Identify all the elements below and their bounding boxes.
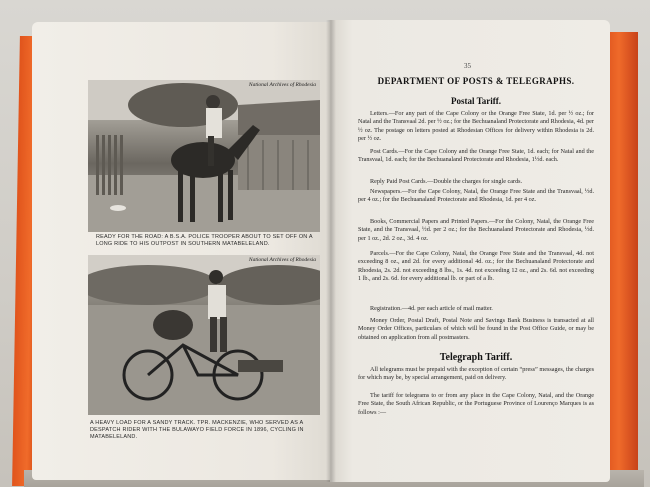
- caption-top: READY FOR THE ROAD: A B.S.A. POLICE TROOPER ABOUT TO SET OFF ON A LONG RIDE TO HIS OUTPOST IN SOUTHERN MATABELELAND.: [96, 234, 313, 247]
- horse-rider-illustration: [88, 80, 320, 232]
- department-heading: DEPARTMENT OF POSTS & TELEGRAPHS.: [377, 76, 575, 86]
- para-parcels: Parcels.—For the Cape Colony, Natal, the Orange Free State and the Transvaal, 4d. not exceeding 8 oz., and 2d. for every additional 4d. oz.; for the Bechuanaland Protectorate and Rhodesia, 2s. 2d. not exceeding 8 lbs., 1s. 4d. not exceeding 12 oz., and 2s. 6d. not exceeding 1 lb., and 2s. 6d. for every additional lb. or part of a lb.: [358, 250, 594, 282]
- para-post-cards: Post Cards.—For the Cape Colony and the Orange Free State, 1d. each; for Natal and the Transvaal, 1d. each; for the Bechuanaland Protectorate and Rhodesia, 1½d. each.: [358, 148, 594, 164]
- para-telegram-tariff: The tariff for telegrams to or from any place in the Cape Colony, Natal, and the Orange Free State, the South African Republic, or the Portuguese Province of Lourenço Marques is as follows :—: [358, 392, 594, 416]
- caption-bottom: A HEAVY LOAD FOR A SANDY TRACK. TPR. MACKENZIE, WHO SERVED AS A DESPATCH RIDER WITH THE BULAWAYO FIELD FORCE IN 1896, CYCLING IN MATABELELAND.: [90, 420, 304, 440]
- page-number: 35: [464, 62, 471, 70]
- photo-credit-top: National Archives of Rhodesia: [248, 82, 316, 88]
- telegraph-tariff-heading: Telegraph Tariff.: [439, 352, 513, 363]
- para-telegrams-prepaid: All telegrams must be prepaid with the exception of certain “press” messages, the charges for which may be, by special arrangement, paid on delivery.: [358, 366, 594, 382]
- photo-police-trooper-horse: [88, 80, 320, 232]
- book-gutter: [326, 20, 336, 482]
- para-letters: Letters.—For any part of the Cape Colony or the Orange Free State, 1d. per ½ oz.; for Natal and the Transvaal 2d. per ½ oz.; for the Bechuanaland Protectorate and Rhodesia, 4d. per ½ oz. The postage on letters posted at Rhodesian Offices for delivery within Rhodesia is 2d. per ½ oz.: [358, 110, 594, 142]
- para-books: Books, Commercial Papers and Printed Papers.—For the Colony, Natal, the Orange Free State, and the Transvaal, ½d. per 2 oz.; for the Bechuanaland Protectorate and Rhodesia, ½d. per 1 oz., 2d. 2 oz., 3d. 4 oz.: [358, 218, 594, 242]
- postal-tariff-heading: Postal Tariff.: [450, 96, 501, 106]
- photo-credit-bottom: National Archives of Rhodesia: [248, 257, 316, 263]
- photo-cyclist: [88, 255, 320, 415]
- para-registration: Registration.—4d. per each article of mail matter.: [370, 305, 493, 312]
- para-reply-paid: Reply Paid Post Cards.—Double the charges for single cards.: [370, 178, 523, 185]
- cyclist-illustration: [88, 255, 320, 415]
- para-money-order: Money Order, Postal Draft, Postal Note and Savings Bank Business is transacted at all Money Order Offices, particulars of which will be found in the Post Office Guide, or may be obtained on application from all postmasters.: [358, 317, 594, 341]
- para-newspapers: Newspapers.—For the Cape Colony, Natal, the Orange Free State and the Transvaal, ½d. per 4 oz.; for the Bechuanaland Protectorate and Rhodesia, 1d. per 4 oz.: [358, 188, 594, 204]
